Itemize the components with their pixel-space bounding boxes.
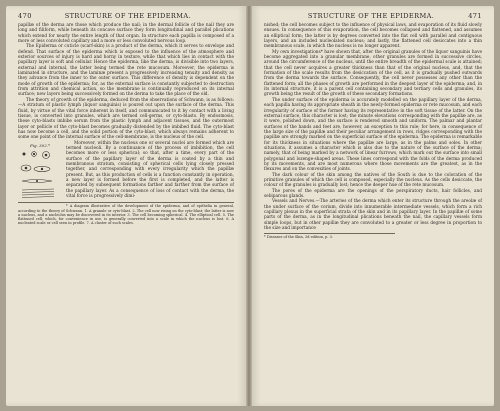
right-paragraph-2: My own investigations* have shown that, after the original granules of the liquor sanguinis have become aggregated into a granular membrane, other granules are formed in successive circles, around the circumference of the nucleus, until the entire breadth of the epidermal scale is attained; that the cell never acquires a greater thickness than that of the original nucleus, and, that the formation of the scale results from the desiccation of the cell, as it is gradually pushed outwards from the derma towards the surface. Consequently, the cell never possesses any other than the flattened form; all the phases of growth are performed in the deepest layer of the epiderma; and, in its internal structure, it is a parent cell containing secondary and tertiary cells and granules, its growth being the result of the growth of these secondary formations. (264, 49, 482, 98)
right-running-title: STRUCTURE OF THE EPIDERMA. (307, 12, 435, 20)
right-page (252, 6, 494, 406)
left-running-title: STRUCTURE OF THE EPIDERMA. (64, 12, 192, 20)
figure-label: Fig. 302.* (29, 142, 51, 148)
left-body-text (18, 23, 234, 199)
right-paragraph-5: The pores of the epiderma are the openings of the perspiratory ducts, hair follicles, and sebiparous glands. (264, 188, 482, 199)
epiderma-figure (18, 143, 62, 206)
right-footnote: * Diseases of the Skin, 3d edition, p. 3. (264, 233, 395, 239)
cell-development-diagram (18, 148, 62, 206)
left-paragraph-1: papillæ of the derma are those which produce the nail; in the dermal follicle of the nail they are long and filiform, while beneath its concave surface they form longitudinal and parallel plications which extend for nearly the entire length of that organ. In structure each papilla is composed of a more or less convoluted capillary and a more or less convoluted nervous loop. (18, 23, 234, 45)
right-paragraph-6: Vessels and Nerves.—The arteries of the derma which enter its structure through the areolæ of the under surface of the corium, divide into innumerable intermediate vessels, which form a rich capillary plexus in the superficial strata of the skin and in its papillary layer. In the papillæ of some parts of the derma, as in the longitudinal plications beneath the nail, the capillary vessels form simple loops, but in other papillæ they are convoluted to a greater or less degree in proportion to the size and importance (264, 199, 482, 232)
left-page (6, 6, 246, 406)
right-paragraph-3: The under surface of the epiderma is accurately modelled on the papillary layer of the derma, each papilla having its appropriate sheath in the newly-formed epiderma or rete mucosum, and each irregularity of surface of the former having its representative in the soft tissue of the latter. On the external surface, this character is lost; the minute elevations corresponding with the papillæ are, as it were, polished down, and the surface is rendered smooth and uniform. The palmar and plantar surfaces of the hands and feet are, however, an exception to this rule; for here, in consequence of the large size of the papillæ and their peculiar arrangement in rows, ridges corresponding with the papillæ are strongly marked on the superficial surface of the epiderma. The epiderma is remarkable for its thickness in situations where the papillæ are large, as in the palms and soles. In other situations, it assumes a character which is also due to the nature of the surface of the derma; namely, that of being marked by a network of linear furrows, which mark out the surface into small polygonal and lozenge-shaped areas. These lines correspond with the folds of the derma produced by its movements, and are most numerous where those movements are the greatest, as in the flexures and on the convexities of joints. (264, 97, 482, 173)
left-page-number: 470 (18, 12, 32, 20)
left-paragraph-3: The theory of growth of the epiderma, deduced from the observations of Schwann, is as follows:—A stratum of plastic lymph (liquor sanguinis) is poured out upon the surface of the derma. This fluid, by virtue of the vital force inherent in itself, and communicated to it by contact with a living tissue, is converted into granules, which are termed cell-germs, or cyto-blasts. By endosmosis, these cyto-blasts imbibe serum from the plastic lymph and adjacent tissues, and the outermost layer or pellicle of the cyto-blast becomes gradually distended by the imbibed fluid. The cyto-blast has now become a cell, and the solid portion of the cyto-blast, which always remains adherent to some one point of the internal surface of the cell-membrane, is the nucleus of the cell. (18, 97, 234, 141)
left-footnote: * A diagram illustrative of the development of the epiderma, and of epithelia in general, according to the theory of Schwann. 1. A granule or cyto-blast. 2. The cell now rising on the cyto-blast; the latter is now a nucleus, and a nucleolus may be discovered in its interior. 3. The cell becoming spherical. 4. The elliptical cell. 5. The flattened cell, which, for convenience in use, is generally converted into a scale in which the nucleus is lost. 6. A nucleated scale or cell seen in profile. 7. A cluster of such scales. (18, 204, 234, 226)
right-page-number: 471 (468, 12, 482, 20)
left-paragraph-4: Moreover, within the nucleus one or several nuclei are formed which are termed nucleoli. By a continuance of the process of imbibition, the cell becomes more or less spherical; so that, after a time, every part of the surface of the papillary layer of the derma is coated by a thin and membranous stratum, consisting of spherical cells lying closely pressed together, and corresponding with every irregularity which the papillæ present. But, as this production of cells is a function constantly in operation, a new layer is formed before the first is completed, and the latter is separated by subsequent formations farther and farther from the surface of the papillary layer. As a consequence of loss of contact with the derma, the vital force is progressively dimi- (66, 140, 234, 199)
scale-cluster-7 (22, 196, 54, 197)
left-paragraph-2: The Epiderma or cuticle (scarf-skin) is a product of the derma, which it serves to envelope and defend. That surface of the epiderma which is exposed to the influence of the atmosphere and exterior sources of injury is hard and horny in texture, while that which lies in contact with the papillary layer is soft and cellular. Hence the epiderma, like the derma, is divisible into two layers, external and internal, the latter being termed the rete mucosum. Moreover, the epiderma is laminated in structure, and the laminæ present a progressively increasing tenuity and density as they advance from the inner to the outer surface. This difference of density is dependent on the mode of growth of the epiderma; for, as the external surface is constantly subjected to destruction from attrition and chemical action, so the membrane is continually reproduced on its internal surface; new layers being successively formed on the derma to take the place of the old. (18, 44, 234, 98)
cyto-blast-1 (23, 153, 25, 155)
right-paragraph-4: The dark colour of the skin among the natives of the South is due to the coloration of the primitive granules of which the cell is composed, especially the nucleus. As the cells desiccate, the colour of the granules is gradually lost; hence the deeper hue of the rete mucosum. (264, 172, 482, 189)
right-paragraph-1: nished; the cell becomes subject to the influence of physical laws, and evaporation of its fluid slowly ensues. In consequence of this evaporation, the cell becomes collapsed and flattened, and assumes an elliptical form; the latter is by degrees converted into the flat cell with parallel and contiguous layers, and an included nucleolated nucleus; and lastly, the flattened cell desiccates into a thin membranous scale, in which the nucleus is no longer apparent. (264, 23, 482, 50)
right-running-head (264, 12, 482, 20)
right-body-text (264, 23, 482, 231)
left-running-head (18, 12, 234, 20)
